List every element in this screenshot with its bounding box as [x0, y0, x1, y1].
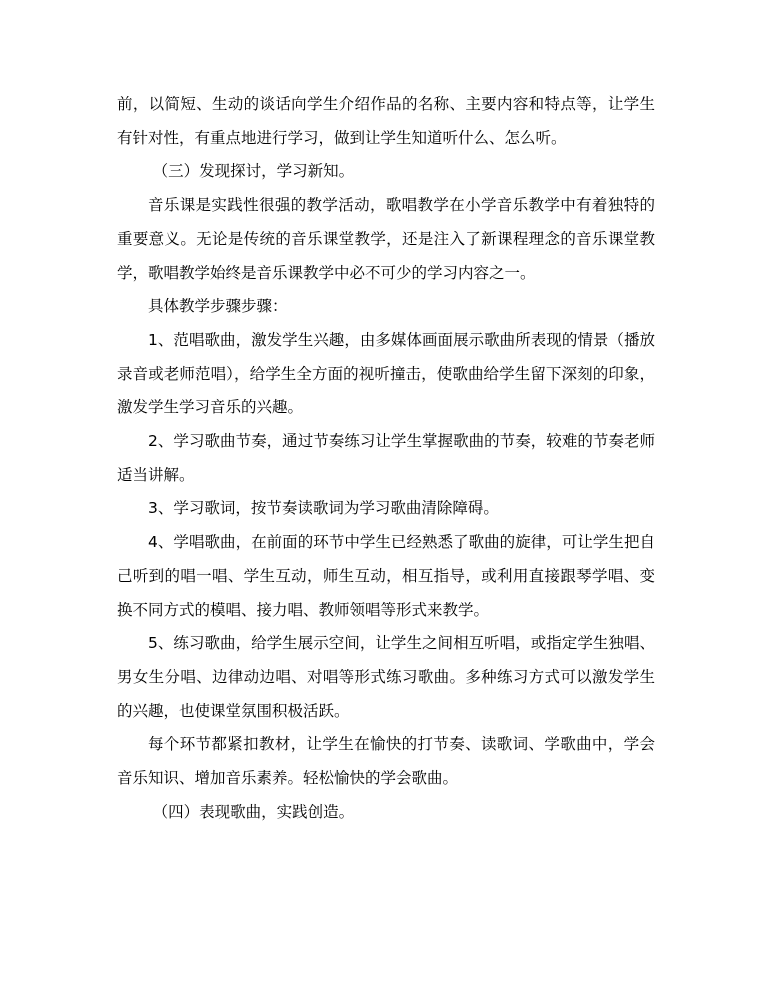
- document-body: [117, 88, 655, 829]
- section-heading-3: （三）发现探讨，学习新知。: [152, 162, 355, 181]
- paragraph-intro: 音乐课是实践性很强的教学活动，歌唱教学在小学音乐教学中有着独特的重要意义。无论是传统的音乐课堂教学，还是注入了新课程理念的音乐课堂教学，歌唱教学始终是音乐课教学中必不可少的学习内容之一。: [117, 196, 655, 282]
- paragraph-continuation: 前，以简短、生动的谈话向学生介绍作品的名称、主要内容和特点等，让学生有针对性，有重点地进行学习，做到让学生知道听什么、怎么听。: [117, 95, 655, 147]
- paragraph-step-4: 4、学唱歌曲，在前面的环节中学生已经熟悉了歌曲的旋律，可让学生把自己听到的唱一唱、学生互动，师生互动，相互指导，或利用直接跟琴学唱、变换不同方式的模唱、接力唱、教师领唱等形式来教学。: [117, 533, 655, 619]
- paragraph-step-1: 1、范唱歌曲，激发学生兴趣，由多媒体画面展示歌曲所表现的情景（播放录音或老师范唱），给学生全方面的视听撞击，使歌曲给学生留下深刻的印象，激发学生学习音乐的兴趣。: [117, 330, 655, 417]
- paragraph-step-5: 5、练习歌曲，给学生展示空间，让学生之间相互听唱，或指定学生独唱、男女生分唱、边律动边唱、对唱等形式练习歌曲。多种练习方式可以激发学生的兴趣，也使课堂氛围积极活跃。: [117, 634, 655, 720]
- paragraph-summary: 每个环节都紧扣教材，让学生在愉快的打节奏、读歌词、学歌曲中，学会音乐知识、增加音乐素养。轻松愉快的学会歌曲。: [117, 735, 655, 788]
- paragraph-step-3: 3、学习歌词，按节奏读歌词为学习歌曲清除障碍。: [148, 499, 499, 518]
- paragraph-steps-title: 具体教学步骤步骤：: [148, 297, 288, 316]
- section-heading-4: （四）表现歌曲，实践创造。: [152, 802, 355, 821]
- paragraph-step-2: 2、学习歌曲节奏，通过节奏练习让学生掌握歌曲的节奏，较难的节奏老师适当讲解。: [117, 432, 655, 484]
